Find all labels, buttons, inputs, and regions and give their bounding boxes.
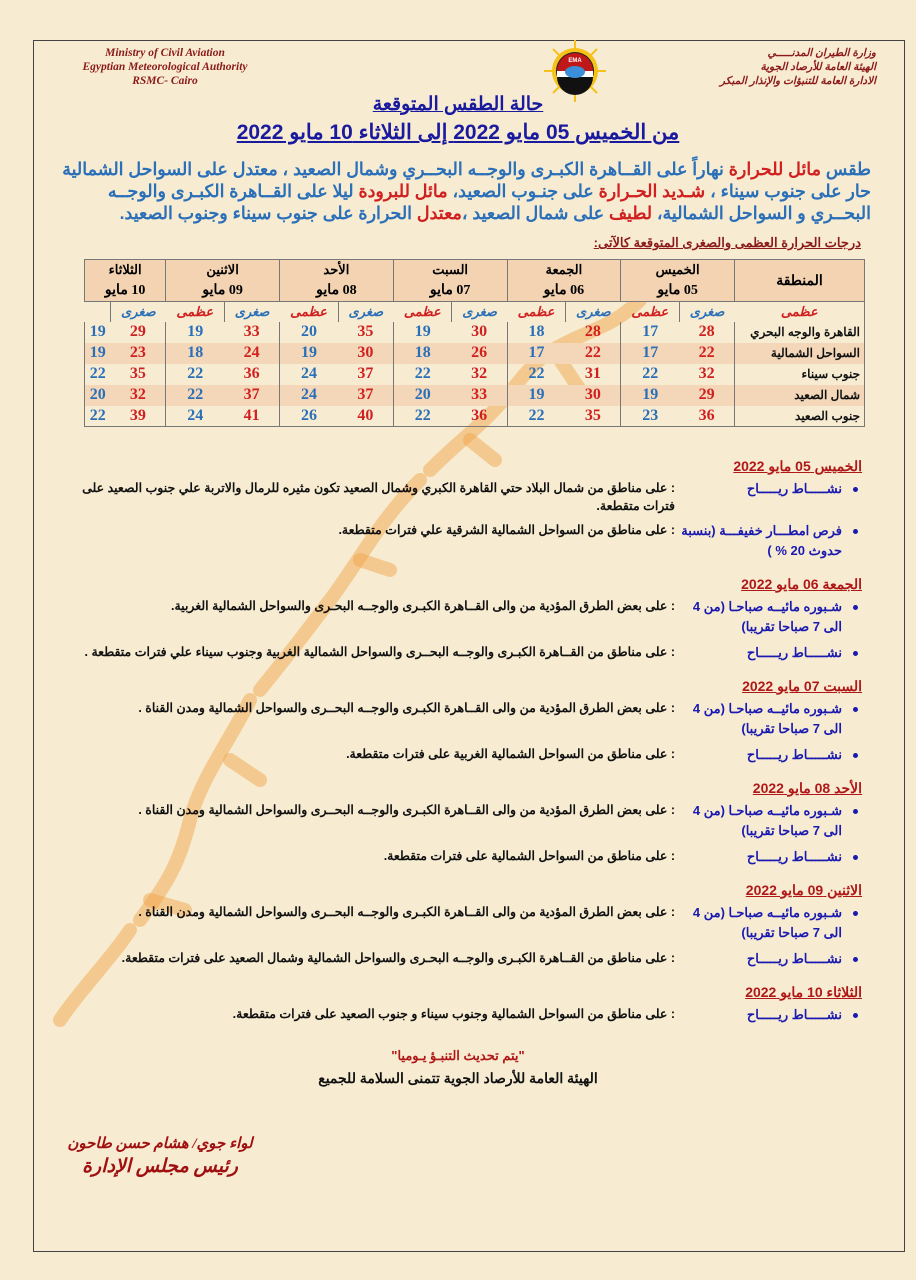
- max-temp: 37: [338, 385, 393, 406]
- page-title: حالة الطقس المتوقعة: [372, 94, 544, 115]
- min-temp: 19: [85, 343, 111, 364]
- max-temp: 29: [111, 322, 166, 343]
- min-label: صغرى: [566, 302, 621, 322]
- svg-text:EMA: EMA: [568, 58, 582, 64]
- day-title: الاثنين 09 مايو 2022: [745, 882, 862, 898]
- phenomenon-label: شـبوره مائيــه صباحـا (من 4 الى 7 صباحا تقريبا): [677, 903, 862, 943]
- phenomenon-label: نشـــــاط ريـــــاح: [677, 643, 862, 663]
- forecast-item: [72, 847, 862, 867]
- forecast-item: [72, 801, 862, 841]
- table-row: [85, 364, 865, 385]
- min-temp: 22: [393, 364, 452, 385]
- day-name-header: الجمعة: [507, 260, 621, 281]
- day-date-header: 06 مايو: [507, 281, 621, 302]
- max-temp: 36: [452, 406, 507, 427]
- min-temp: 22: [85, 364, 111, 385]
- min-temp: 24: [166, 406, 225, 427]
- signatory-name: لواء جوي/ هشام حسن طاحون: [67, 1136, 253, 1152]
- forecast-item: [72, 479, 862, 515]
- day-name-header: الثلاثاء: [85, 260, 166, 281]
- max-temp: 40: [338, 406, 393, 427]
- rsmc-name: RSMC- Cairo: [132, 75, 198, 87]
- max-label: عظمى: [507, 302, 566, 322]
- phenomenon-description: : على مناطق من القــاهرة الكبـرى والوجــه البحـرى والسواحل الشمالية وشمال الصعيد على فترات متقطعة.: [72, 949, 677, 969]
- phenomenon-label: فرص امطـــار خفيفـــة (بنسبة حدوث 20 % ): [677, 521, 862, 561]
- day-title: السبت 07 مايو 2022: [742, 678, 862, 694]
- day-forecast: [72, 677, 862, 765]
- region-name: شمال الصعيد: [735, 385, 865, 406]
- min-temp: 22: [85, 406, 111, 427]
- update-note: "يتم تحديث التنبـؤ يـوميا": [391, 1048, 525, 1063]
- max-temp: 32: [111, 385, 166, 406]
- max-temp: 28: [566, 322, 621, 343]
- min-temp: 17: [621, 322, 680, 343]
- max-temp: 32: [452, 364, 507, 385]
- min-temp: 19: [507, 385, 566, 406]
- signatory-title: رئيس مجلس الإدارة: [82, 1156, 238, 1177]
- max-temp: 28: [679, 322, 734, 343]
- forecast-item: [72, 1005, 862, 1025]
- phenomenon-label: شـبوره مائيــه صباحـا (من 4 الى 7 صباحا تقريبا): [677, 597, 862, 637]
- day-name-header: الأحد: [280, 260, 394, 281]
- max-temp: 24: [224, 343, 279, 364]
- table-row: [85, 385, 865, 406]
- max-temp: 22: [566, 343, 621, 364]
- signature-block: [45, 1134, 275, 1180]
- max-temp: 26: [452, 343, 507, 364]
- day-date-header: 07 مايو: [393, 281, 507, 302]
- region-name: السواحل الشمالية: [735, 343, 865, 364]
- max-temp: 33: [452, 385, 507, 406]
- max-temp: 37: [224, 385, 279, 406]
- max-temp: 22: [679, 343, 734, 364]
- forecast-item: [72, 699, 862, 739]
- max-temp: 32: [679, 364, 734, 385]
- phenomenon-description: : على مناطق من السواحل الشمالية على فترات متقطعة.: [72, 847, 677, 867]
- region-name: القاهرة والوجه البحري: [735, 322, 865, 343]
- min-temp: 22: [393, 406, 452, 427]
- day-date-header: 08 مايو: [280, 281, 394, 302]
- max-temp: 30: [452, 322, 507, 343]
- max-temp: 30: [566, 385, 621, 406]
- max-temp: 36: [224, 364, 279, 385]
- min-temp: 19: [621, 385, 680, 406]
- day-title: الجمعة 06 مايو 2022: [741, 576, 862, 592]
- phenomenon-description: : على مناطق من السواحل الشمالية الغربية على فترات متقطعة.: [72, 745, 677, 765]
- phenomenon-label: نشـــــاط ريـــــاح: [677, 745, 862, 765]
- max-temp: 35: [111, 364, 166, 385]
- day-name-header: الاثنين: [166, 260, 280, 281]
- forecast-item: [72, 597, 862, 637]
- phenomenon-label: نشـــــاط ريـــــاح: [677, 479, 862, 515]
- phenomenon-description: : على مناطق من شمال البلاد حتي القاهرة الكبري وشمال الصعيد تكون مثيره للرمال والاتربة علي جنوب الصعيد على فترات متقطعة.: [72, 479, 677, 515]
- min-temp: 24: [280, 364, 339, 385]
- min-temp: 17: [507, 343, 566, 364]
- forecast-item: [72, 521, 862, 561]
- phenomenon-label: شـبوره مائيــه صباحـا (من 4 الى 7 صباحا تقريبا): [677, 699, 862, 739]
- phenomenon-label: نشـــــاط ريـــــاح: [677, 1005, 862, 1025]
- min-label: صغرى: [679, 302, 734, 322]
- department-name-ar: الادارة العامة للتنبؤات والإنذار المبكر: [719, 75, 876, 87]
- forecast-item: [72, 949, 862, 969]
- phenomenon-description: : على بعض الطرق المؤدية من والى القــاهرة الكبـرى والوجــه البحــرى والسواحل الشمالية ومدن القناة .: [72, 801, 677, 841]
- phenomenon-label: شـبوره مائيــه صباحـا (من 4 الى 7 صباحا تقريبا): [677, 801, 862, 841]
- min-temp: 22: [166, 364, 225, 385]
- phenomenon-label: نشـــــاط ريـــــاح: [677, 949, 862, 969]
- forecast-item: [72, 903, 862, 943]
- region-header: المنطقة: [735, 260, 865, 302]
- min-temp: 20: [85, 385, 111, 406]
- min-temp: 20: [393, 385, 452, 406]
- min-temp: 22: [507, 364, 566, 385]
- forecast-item: [72, 745, 862, 765]
- ministry-name: Ministry of Civil Aviation: [105, 47, 225, 59]
- daily-forecasts: [45, 457, 871, 1025]
- min-temp: 22: [166, 385, 225, 406]
- phenomenon-description: : على مناطق من السواحل الشمالية وجنوب سيناء و جنوب الصعيد على فترات متقطعة.: [72, 1005, 677, 1025]
- forecast-item: [72, 643, 862, 663]
- min-label: صغرى: [224, 302, 279, 322]
- max-label: عظمى: [621, 302, 680, 322]
- day-date-header: 10 مايو: [85, 281, 166, 302]
- min-label: صغرى: [338, 302, 393, 322]
- table-row: [85, 322, 865, 343]
- max-temp: 35: [338, 322, 393, 343]
- phenomenon-description: : على بعض الطرق المؤدية من والى القــاهرة الكبـرى والوجــه البحــرى والسواحل الشمالية ومدن القناة .: [72, 699, 677, 739]
- max-temp: 23: [111, 343, 166, 364]
- min-temp: 19: [393, 322, 452, 343]
- arabic-header: [720, 46, 876, 88]
- date-range: من الخميس 05 مايو 2022 إلى الثلاثاء 10 مايو 2022: [236, 121, 680, 144]
- authority-name: Egyptian Meteorological Authority: [82, 61, 248, 73]
- day-title: الخميس 05 مايو 2022: [733, 458, 862, 474]
- min-temp: 22: [621, 364, 680, 385]
- phenomenon-description: : على بعض الطرق المؤدية من والى القــاهرة الكبـرى والوجــه البحــرى والسواحل الشمالية ومدن القناة .: [72, 903, 677, 943]
- region-name: جنوب الصعيد: [735, 406, 865, 427]
- min-temp: 17: [621, 343, 680, 364]
- max-temp: 36: [679, 406, 734, 427]
- min-temp: 19: [166, 322, 225, 343]
- min-temp: 20: [280, 322, 339, 343]
- min-temp: 22: [507, 406, 566, 427]
- max-label: عظمى: [393, 302, 452, 322]
- min-temp: 26: [280, 406, 339, 427]
- max-temp: 29: [679, 385, 734, 406]
- table-title: درجات الحرارة العظمى والصغرى المتوقعة كالآتى:: [593, 235, 861, 250]
- min-temp: 18: [507, 322, 566, 343]
- min-temp: 18: [166, 343, 225, 364]
- min-temp: 18: [393, 343, 452, 364]
- ministry-name-ar: وزارة الطيران المدنـــــي: [767, 47, 876, 59]
- day-forecast: [72, 881, 862, 969]
- day-name-header: الخميس: [621, 260, 735, 281]
- max-temp: 41: [224, 406, 279, 427]
- day-title: الأحد 08 مايو 2022: [752, 780, 862, 796]
- phenomenon-description: : على مناطق من القــاهرة الكبـرى والوجــه البحــرى والسواحل الشمالية الغربية وجنوب سيناء علي فترات متقطعة .: [72, 643, 677, 663]
- max-temp: 35: [566, 406, 621, 427]
- phenomenon-description: : على بعض الطرق المؤدية من والى القــاهرة الكبـرى والوجــه البحـرى والسواحل الشمالية الغربية.: [72, 597, 677, 637]
- day-forecast: [72, 983, 862, 1025]
- english-header: [60, 46, 270, 88]
- table-row: [85, 343, 865, 364]
- day-title: الثلاثاء 10 مايو 2022: [745, 984, 862, 1000]
- min-label: صغرى: [111, 302, 166, 322]
- temperature-table: [84, 259, 865, 427]
- max-label: عظمى: [166, 302, 225, 322]
- region-name: جنوب سيناء: [735, 364, 865, 385]
- phenomenon-label: نشـــــاط ريـــــاح: [677, 847, 862, 867]
- authority-name-ar: الهيئة العامة للأرصاد الجوية: [760, 61, 876, 73]
- day-date-header: 09 مايو: [166, 281, 280, 302]
- max-temp: 33: [224, 322, 279, 343]
- min-temp: 19: [280, 343, 339, 364]
- max-temp: 39: [111, 406, 166, 427]
- day-name-header: السبت: [393, 260, 507, 281]
- phenomenon-description: : على مناطق من السواحل الشمالية الشرقية علي فترات متقطعة.: [72, 521, 677, 561]
- day-forecast: [72, 457, 862, 561]
- day-date-header: 05 مايو: [621, 281, 735, 302]
- max-temp: 31: [566, 364, 621, 385]
- min-temp: 23: [621, 406, 680, 427]
- table-row: [85, 406, 865, 427]
- max-label: عظمى: [280, 302, 339, 322]
- min-temp: 19: [85, 322, 111, 343]
- max-temp: 37: [338, 364, 393, 385]
- min-label: صغرى: [452, 302, 507, 322]
- safety-wish: الهيئة العامة للأرصاد الجوية تتمنى السلامة للجميع: [318, 1070, 598, 1086]
- main-content: [45, 158, 871, 1180]
- min-temp: 24: [280, 385, 339, 406]
- weather-summary: طقس مائل للحرارة نهاراً على القــاهرة الكبـرى والوجــه البحــري وشمال الصعيد ، معتدل على السواحل الشمالية حار على جنوب سيناء ، شـديد الحـرارة على جنـوب الصعيد، مائل للبرودة ليلا على القــاهرة الكبـرى والوجــه البحــري و السواحل الشمالية، لطيف على شمال الصعيد ،معتدل الحرارة على جنوب سيناء وجنوب الصعيد.: [62, 159, 871, 223]
- max-temp: 30: [338, 343, 393, 364]
- max-label: عظمى: [735, 302, 865, 322]
- day-forecast: [72, 779, 862, 867]
- day-forecast: [72, 575, 862, 663]
